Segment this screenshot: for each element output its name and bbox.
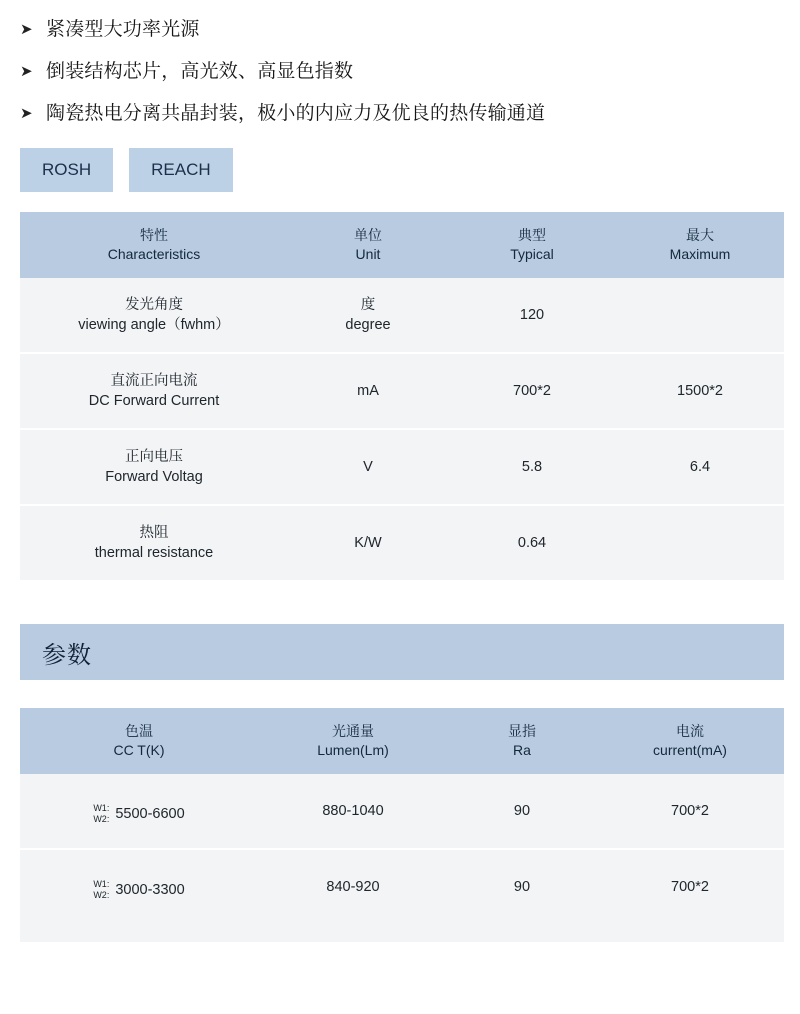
header-cn: 光通量 bbox=[332, 723, 374, 739]
w2-label: W2: bbox=[93, 814, 110, 824]
section-spacer bbox=[18, 580, 782, 624]
cell-characteristic bbox=[20, 278, 288, 353]
badge-rosh: ROSH bbox=[20, 148, 113, 192]
cell-current: 700*2 bbox=[596, 849, 784, 924]
cct-value-group bbox=[93, 879, 184, 901]
header-en: CC T(K) bbox=[113, 742, 165, 758]
cell-cn: 直流正向电流 bbox=[110, 373, 198, 389]
cell-maximum bbox=[616, 505, 784, 580]
cell-en: DC Forward Current bbox=[88, 393, 220, 409]
header-en: Maximum bbox=[669, 246, 731, 262]
column-header-characteristics bbox=[20, 212, 288, 278]
table-header-row bbox=[20, 708, 784, 774]
cell-typical: 120 bbox=[448, 278, 616, 353]
cell-cn: 度 bbox=[360, 297, 376, 313]
banner-spacer bbox=[18, 680, 782, 708]
certification-tags bbox=[20, 148, 782, 192]
cct-value: 3000-3300 bbox=[115, 882, 185, 898]
feature-list bbox=[18, 18, 782, 126]
column-header-cct bbox=[20, 708, 258, 774]
column-header-typical bbox=[448, 212, 616, 278]
cell-en: degree bbox=[345, 317, 391, 333]
header-cn: 电流 bbox=[676, 723, 704, 739]
w-channel-labels bbox=[93, 803, 109, 825]
cell-cct bbox=[20, 849, 258, 924]
badge-reach: REACH bbox=[129, 148, 233, 192]
section-title: 参数 bbox=[42, 641, 92, 669]
cell-characteristic bbox=[20, 429, 288, 505]
feature-text: 陶瓷热电分离共晶封装，极小的内应力及优良的热传输通道 bbox=[46, 103, 546, 124]
header-en: Typical bbox=[510, 246, 554, 262]
cell-ra: 90 bbox=[448, 774, 596, 849]
table-row bbox=[20, 505, 784, 580]
feature-text: 紧凑型大功率光源 bbox=[46, 19, 200, 40]
header-en: Unit bbox=[355, 246, 381, 262]
header-en: Ra bbox=[513, 742, 531, 758]
column-header-current bbox=[596, 708, 784, 774]
cell-cn: 正向电压 bbox=[125, 449, 183, 465]
column-header-ra bbox=[448, 708, 596, 774]
header-cn: 典型 bbox=[518, 227, 546, 243]
cct-value-group bbox=[93, 803, 184, 825]
cell-lumen: 840-920 bbox=[258, 849, 448, 924]
cell-unit: V bbox=[288, 429, 448, 505]
table-bottom-strip bbox=[20, 924, 784, 942]
cell-en: thermal resistance bbox=[94, 545, 214, 561]
cct-value: 5500-6600 bbox=[115, 806, 185, 822]
cell-maximum: 6.4 bbox=[616, 429, 784, 505]
table-row bbox=[20, 278, 784, 353]
table-body bbox=[20, 278, 784, 580]
column-header-lumen bbox=[258, 708, 448, 774]
cell-cn: 发光角度 bbox=[125, 297, 183, 313]
cell-typical: 0.64 bbox=[448, 505, 616, 580]
table-header-row bbox=[20, 212, 784, 278]
header-cn: 最大 bbox=[686, 227, 714, 243]
header-cn: 显指 bbox=[508, 723, 536, 739]
cell-ra: 90 bbox=[448, 849, 596, 924]
cell-maximum: 1500*2 bbox=[616, 353, 784, 429]
cell-en: Forward Voltag bbox=[105, 469, 203, 485]
header-cn: 特性 bbox=[140, 227, 168, 243]
list-item bbox=[18, 102, 782, 126]
cell-lumen: 880-1040 bbox=[258, 774, 448, 849]
cell-characteristic bbox=[20, 505, 288, 580]
table-row bbox=[20, 849, 784, 924]
cell-unit bbox=[288, 278, 448, 353]
table-row bbox=[20, 774, 784, 849]
cell-maximum bbox=[616, 278, 784, 353]
table-row bbox=[20, 429, 784, 505]
arrow-bullet-icon: ➤ bbox=[20, 105, 33, 122]
cell-typical: 700*2 bbox=[448, 353, 616, 429]
w-channel-labels bbox=[93, 879, 109, 901]
header-en: Lumen(Lm) bbox=[317, 742, 389, 758]
table-body bbox=[20, 774, 784, 924]
list-item bbox=[18, 60, 782, 84]
header-cn: 单位 bbox=[354, 227, 382, 243]
arrow-bullet-icon: ➤ bbox=[20, 63, 33, 80]
table-row bbox=[20, 353, 784, 429]
w1-label: W1: bbox=[93, 879, 110, 889]
cell-typical: 5.8 bbox=[448, 429, 616, 505]
cell-current: 700*2 bbox=[596, 774, 784, 849]
header-en: Characteristics bbox=[107, 246, 201, 262]
cell-en: viewing angle（fwhm） bbox=[78, 317, 230, 333]
table-header bbox=[20, 708, 784, 774]
w1-label: W1: bbox=[93, 803, 110, 813]
cell-unit: K/W bbox=[288, 505, 448, 580]
list-item bbox=[18, 18, 782, 42]
characteristics-table bbox=[20, 212, 784, 580]
header-cn: 色温 bbox=[125, 723, 153, 739]
cell-cn: 热阻 bbox=[139, 525, 169, 541]
w2-label: W2: bbox=[93, 890, 110, 900]
column-header-maximum bbox=[616, 212, 784, 278]
header-en: current(mA) bbox=[653, 742, 727, 758]
cell-characteristic bbox=[20, 353, 288, 429]
table-header bbox=[20, 212, 784, 278]
parameters-section-banner bbox=[20, 624, 784, 680]
cell-cct bbox=[20, 774, 258, 849]
parameters-table bbox=[20, 708, 784, 924]
arrow-bullet-icon: ➤ bbox=[20, 21, 33, 38]
cell-unit: mA bbox=[288, 353, 448, 429]
feature-text: 倒装结构芯片，高光效、高显色指数 bbox=[46, 61, 354, 82]
column-header-unit bbox=[288, 212, 448, 278]
